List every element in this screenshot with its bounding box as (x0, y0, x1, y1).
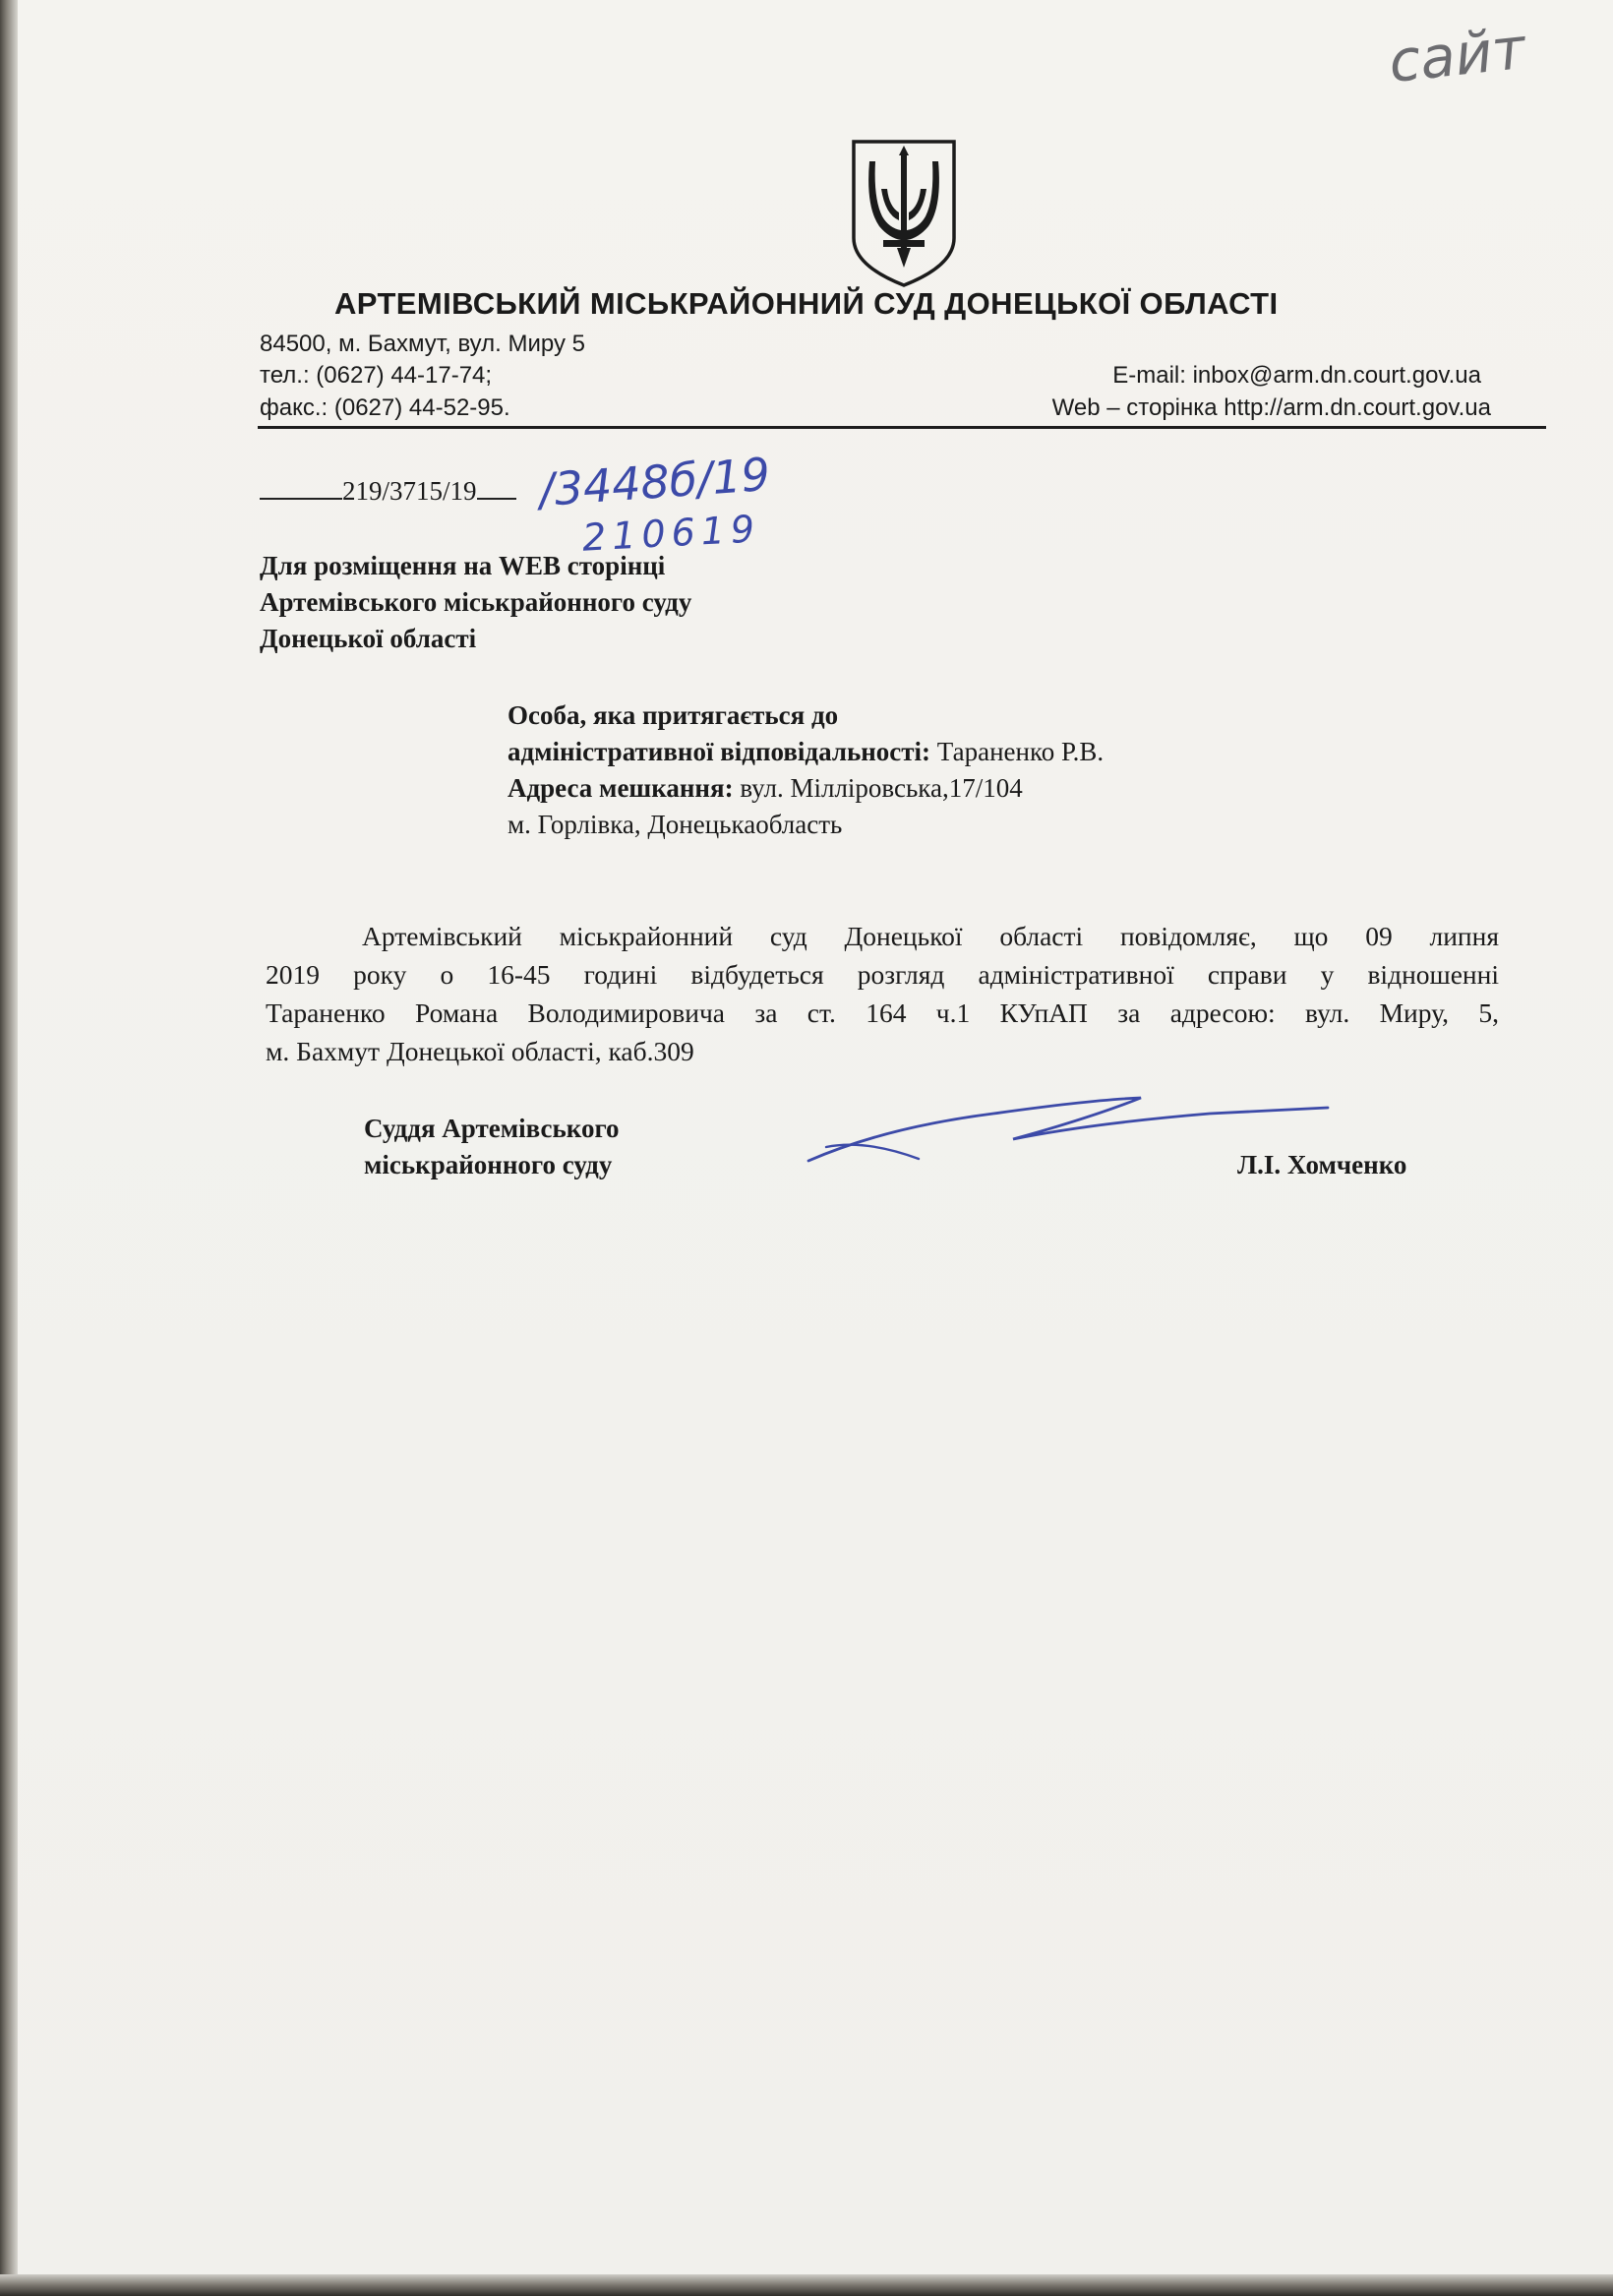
judge-name: Л.І. Хомченко (1237, 1150, 1407, 1179)
court-email: E-mail: inbox@arm.dn.court.gov.ua (1112, 362, 1481, 389)
court-address: 84500, м. Бахмут, вул. Миру 5 (260, 331, 585, 357)
blank-underline (477, 476, 516, 500)
coat-of-arms-icon (848, 136, 960, 289)
notice-line-1: Артемівський міськрайонний суд Донецької області повідомляє, що 09 липня (362, 921, 1499, 951)
judge-signature-icon (797, 1088, 1347, 1167)
court-title: АРТЕМІВСЬКИЙ МІСЬКРАЙОННИЙ СУД ДОНЕЦЬКОЇ ОБЛАСТІ (334, 286, 1279, 321)
person-name: Тараненко Р.В. (936, 737, 1105, 766)
scan-edge-left (0, 0, 18, 2296)
court-phone: тел.: (0627) 44-17-74; (260, 362, 493, 389)
recipient-line-1: Для розміщення на WEB сторінці (260, 551, 666, 580)
signature-title-line-2: міськрайонного суду (364, 1150, 613, 1179)
handwritten-registration-number: /3448б/19 (537, 447, 772, 517)
court-web: Web – сторінка http://arm.dn.court.gov.ua (1051, 394, 1491, 421)
person-label-line-2: адміністративної відповідальності: (508, 737, 931, 766)
court-fax: факс.: (0627) 44-52-95. (260, 394, 510, 421)
scan-edge-bottom (0, 2274, 1613, 2296)
reference-line (260, 476, 516, 507)
person-label-line-1: Особа, яка притягається до (508, 700, 839, 730)
person-name-line (508, 737, 1104, 767)
header-divider (258, 426, 1546, 429)
handwritten-registration-date: 210619 (580, 507, 762, 560)
notice-body (266, 917, 1499, 1070)
handwritten-site-note: сайт (1385, 14, 1529, 96)
case-number: 219/3715/19 (342, 476, 477, 506)
notice-line-2: 2019 року о 16-45 годині відбудеться розгляд адміністративної справи у відношенні (266, 959, 1499, 990)
person-city: м. Горлівка, Донецькаобласть (508, 810, 843, 839)
address-label: Адреса мешкання: (508, 773, 734, 803)
address-value: вул. Мілліровська,17/104 (740, 773, 1023, 803)
notice-line-3: Тараненко Романа Володимировича за ст. 164 ч.1 КУпАП за адресою: вул. Миру, 5, (266, 997, 1499, 1028)
recipient-line-2: Артемівського міськрайонного суду (260, 587, 692, 617)
recipient-line-3: Донецької області (260, 624, 477, 653)
signature-title-line-1: Суддя Артемівського (364, 1114, 620, 1143)
person-address-line (508, 773, 1023, 804)
blank-underline (260, 476, 342, 500)
notice-line-4: м. Бахмут Донецької області, каб.309 (266, 1036, 694, 1066)
